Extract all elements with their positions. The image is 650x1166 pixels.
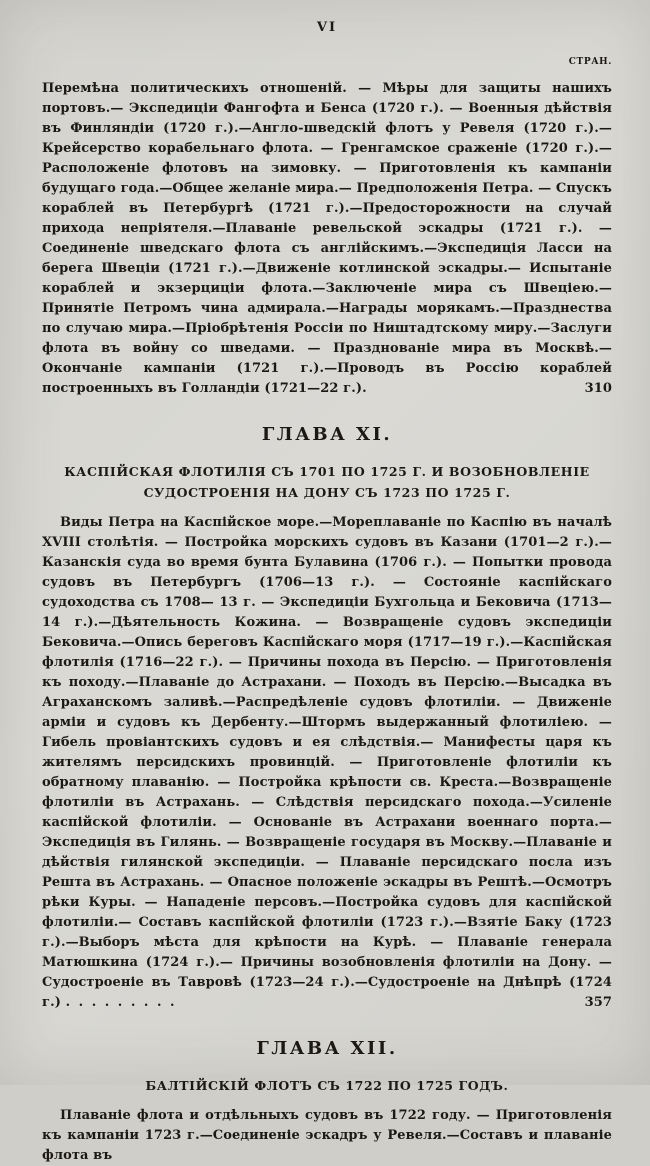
toc-page-ref-357: 357: [584, 995, 612, 1010]
pages-column-header: СТРАН.: [568, 57, 612, 67]
toc-continuation-text: Перемѣна политическихъ отношеній. — Мѣры для защиты нашихъ портовъ.— Экспедиціи Фангофта и Бенса (1720 г.). — Военныя дѣйствія въ Финляндіи (1720 г.).—Англо-шведскій флотъ у Ревеля (1720 г.).—Крейсерство корабельнаго флота. — Гренгамское сраженіе (1720 г.).—Расположеніе флотовъ на зимовку. — Приготовленія къ кампаніи будущаго года.—Общее желаніе мира.— Предположенія Петра. — Спускъ кораблей въ Петербургѣ (1721 г.).—Предосторожности на случай прихода непріятеля.—Плаваніе ревельской эскадры (1721 г.). — Соединеніе шведскаго флота съ англійскимъ.—Экспедиція Ласси на берега Швеціи (1721 г.).—Движеніе котлинской эскадры.— Испытаніе кораблей и экзерциціи флота.—Заключеніе мира съ Швеціею.— Принятіе Петромъ чина адмирала.—Награды морякамъ.—Празднества по случаю мира.—Пріобрѣтенія Россіи по Ништадтскому миру.—Заслуги флота въ войну со шведами. — Празднованіе мира въ Москвѣ.—Окончаніе кампаніи (1721 г.).—Проводъ въ Россію кораблей построенныхъ въ Голландіи (1721—22 г.).: [42, 81, 612, 396]
toc-page-ref-310: 310: [584, 381, 612, 396]
page-number: VI: [316, 20, 338, 35]
chapter-subtitle-xii: БАЛТІЙСКІЙ ФЛОТЪ СЪ 1722 ПО 1725 ГОДЪ.: [145, 1078, 509, 1093]
chapter-heading-xii: ГЛАВА XII.: [256, 1038, 398, 1059]
chapter-summary-text-xi: Виды Петра на Каспійское море.—Мореплаваніе по Каспію въ началѣ XVIII столѣтія. — Постройка морскихъ судовъ въ Казани (1701—2 г.).—Казанскія суда во время бунта Булавина (1706 г.). — Попытки провода судовъ въ Петербургъ (1706—13 г.). — Состояніе каспійскаго судоходства съ 1708— 13 г. — Экспедиціи Бухгольца и Бековича (1713—14 г.).—Дѣятельность Кожина. — Возвращеніе судовъ экспедиціи Бековича.—Опись береговъ Каспійскаго моря (1717—19 г.).—Каспійская флотилія (1716—22 г.). — Причины похода въ Персію. — Приготовленія къ походу.—Плаваніе до Астрахани. — Походъ въ Персію.—Высадка въ Аграханскомъ заливѣ.—Распредѣленіе судовъ флотиліи. — Движеніе арміи и судовъ къ Дербенту.—Штормъ выдержанный флотиліею. — Гибель провіантскихъ судовъ и ея слѣдствія.— Манифесты царя къ жителямъ персидскихъ провинцій. — Приготовленіе флотиліи къ обратному плаванію. — Постройка крѣпости св. Креста.—Возвращеніе флотиліи въ Астрахань. — Слѣдствія персидскаго похода.—Усиленіе каспійской флотиліи. — Основаніе въ Астрахани военнаго порта.— Экспедиція въ Гилянь. — Возвращеніе государя въ Москву.—Плаваніе и дѣйствія гилянской экспедиціи. — Плаваніе персидскаго посла изъ Решта въ Астрахань. — Опасное положеніе эскадры въ Рештѣ.—Осмотръ рѣки Куры. — Нападеніе персовъ.—Постройка судовъ для каспійской флотиліи.— Составъ каспійской флотиліи (1723 г.).—Взятіе Баку (1723 г.).—Выборъ мѣста для крѣпости на Курѣ. — Плаваніе генерала Матюшкина (1724 г.).— Причины возобновленія флотиліи на Дону. — Судостроеніе въ Тавровѣ (1723—24 г.).—Судостроеніе на Днѣпрѣ (1724 г.): [42, 515, 612, 1010]
chapter-summary-paragraph-xi: [42, 513, 612, 1013]
chapter-heading-xi: ГЛАВА XI.: [261, 424, 393, 445]
chapter-summary-text-xii: Плаваніе флота и отдѣльныхъ судовъ въ 1722 году. — Приготовленія къ кампаніи 1723 г.—Соединеніе эскадръ у Ревеля.—Составъ и плаваніе флота въ: [42, 1108, 612, 1163]
chapter-subtitle-xi: КАСПІЙСКАЯ ФЛОТИЛІЯ СЪ 1701 ПО 1725 Г. И ВОЗОБНОВЛЕНІЕ СУДОСТРОЕНІЯ НА ДОНУ СЪ 1723 ПО 1725 Г.: [64, 464, 590, 500]
toc-continuation-paragraph: [42, 79, 612, 399]
chapter-summary-paragraph-xii: [42, 1106, 612, 1166]
dot-leader: . . . . . . . . .: [65, 995, 177, 1010]
